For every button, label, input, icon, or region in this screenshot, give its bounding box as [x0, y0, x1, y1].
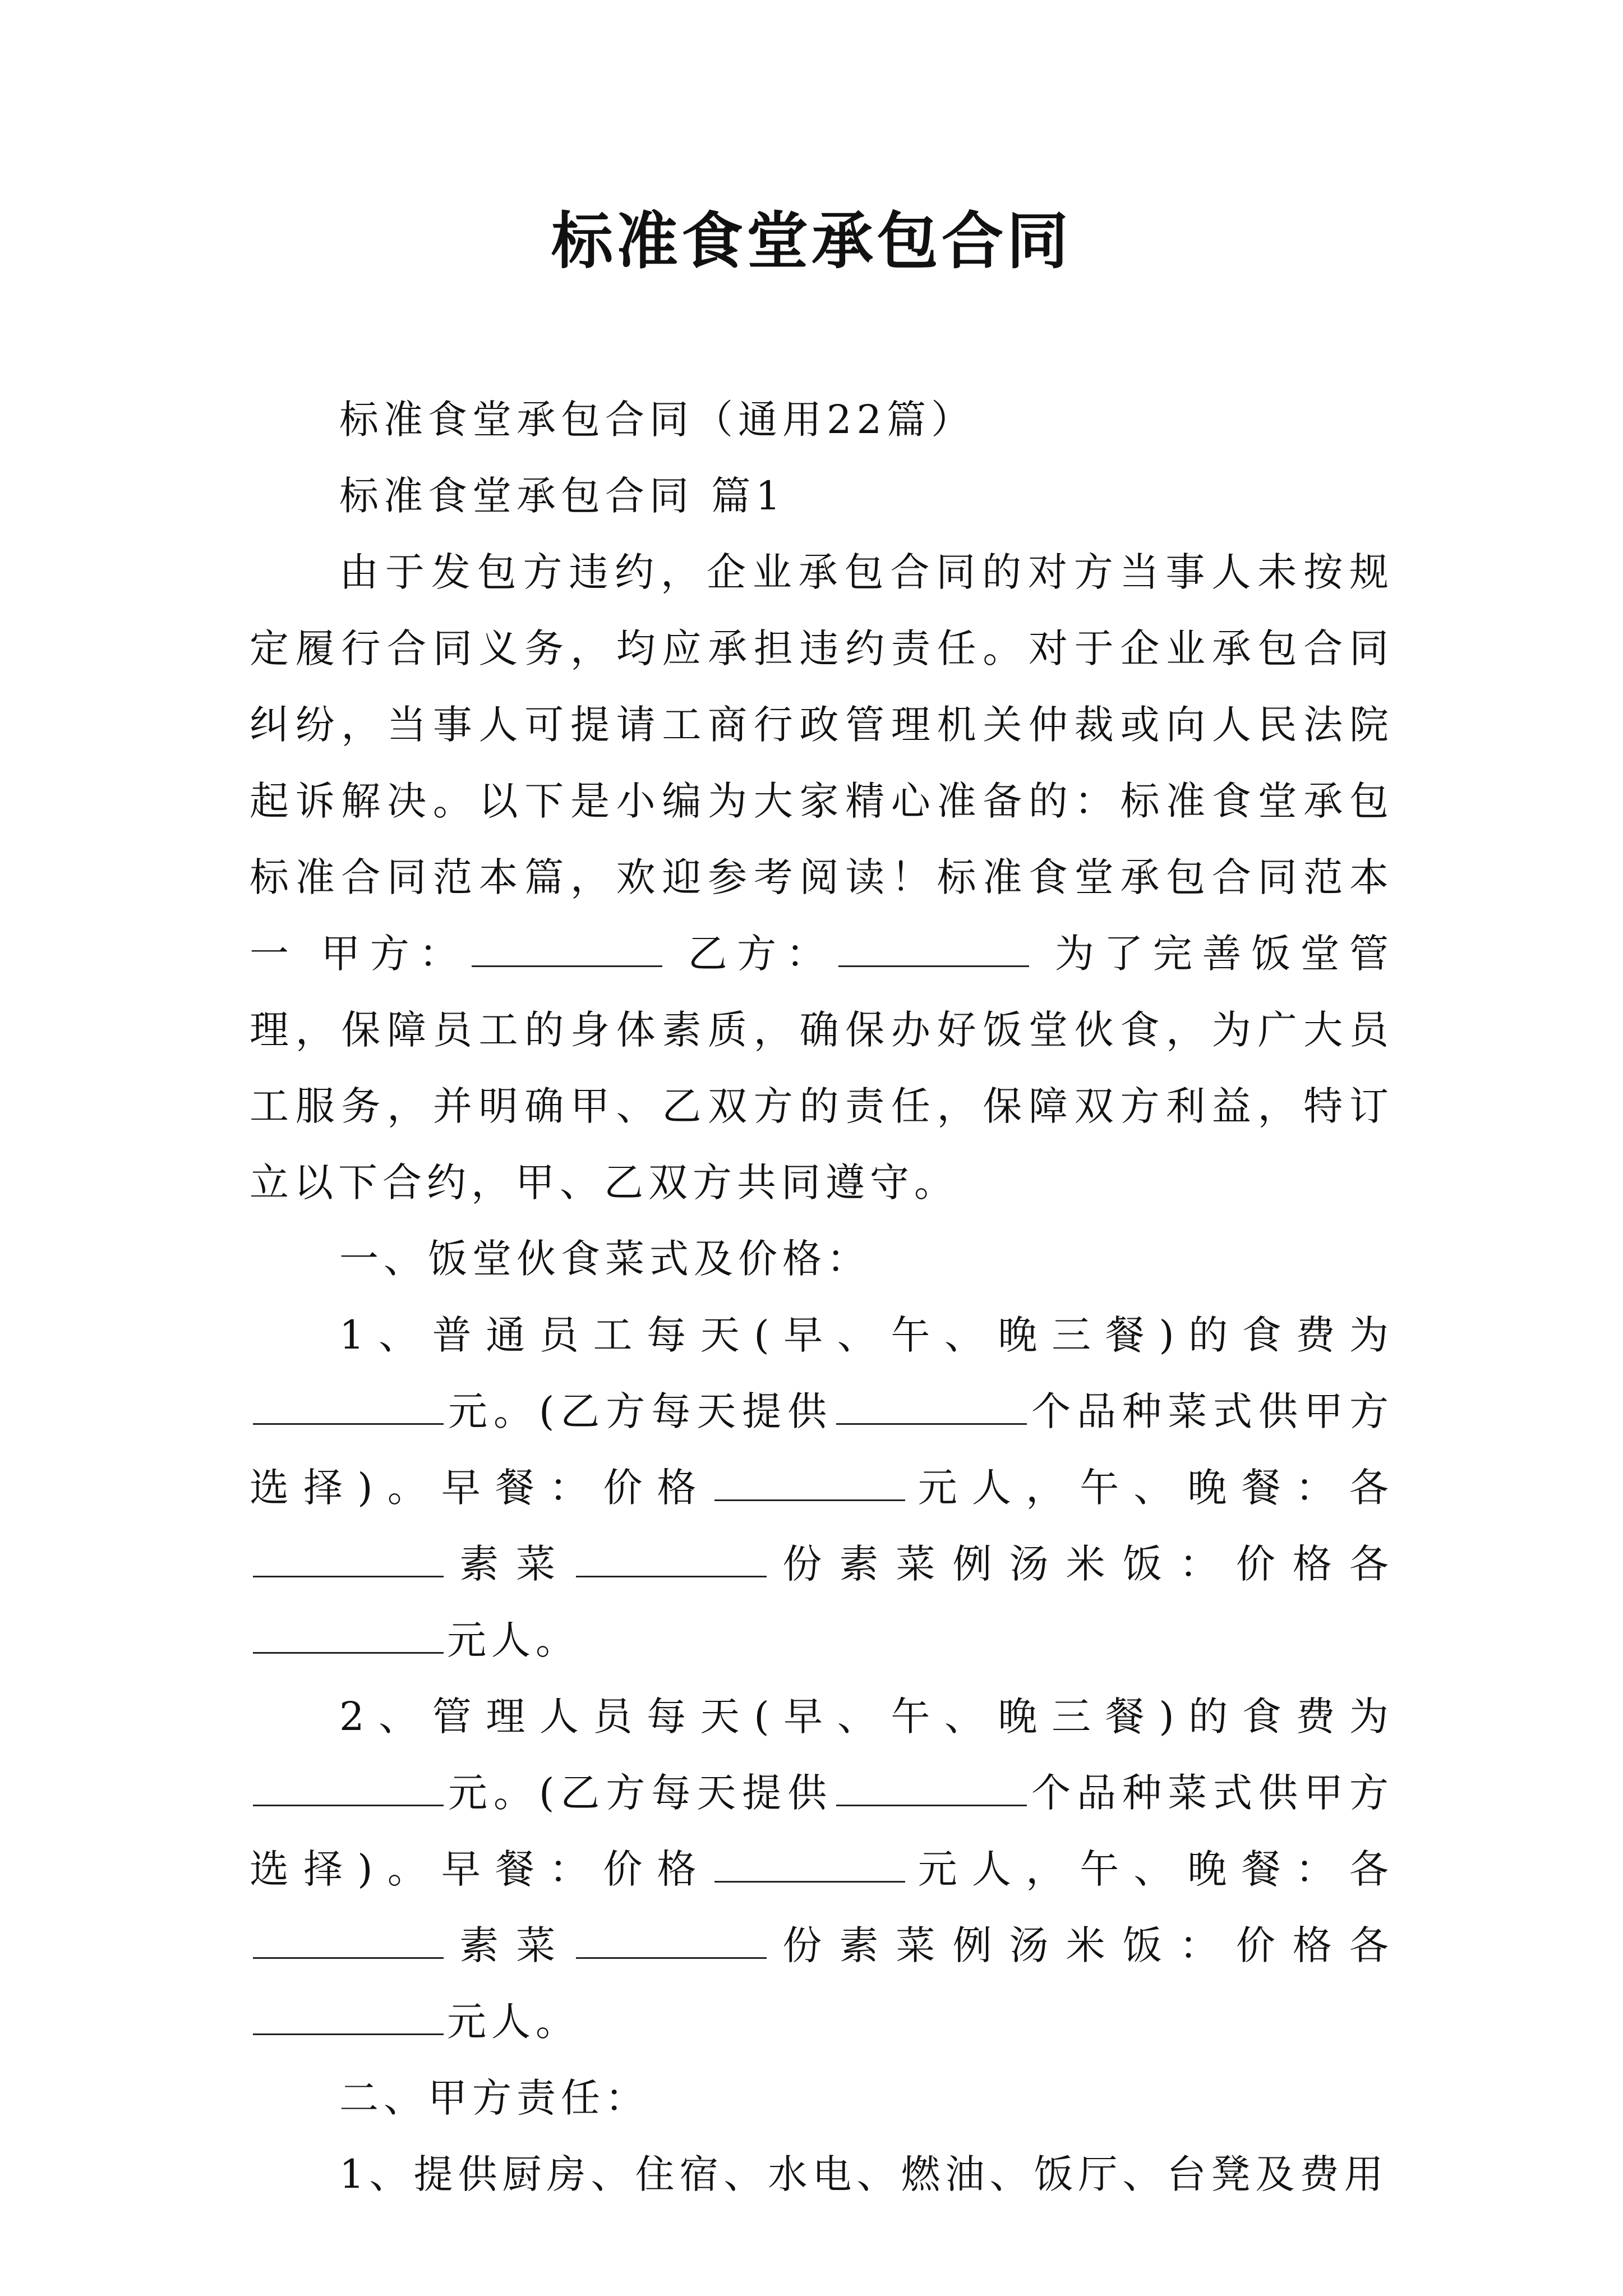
item-2-1: 1、提供厨房、住宿、水电、燃油、饭厅、台凳及费用 [339, 2151, 1389, 2197]
party-a-blank [472, 932, 662, 967]
document-title: 标准食堂承包合同 [551, 205, 1072, 277]
intro-paragraph [250, 534, 1394, 1221]
purpose-text: 为了完善饭堂管理，保障员工的身体素质，确保办好饭堂伙食，为广大员工服务，并明确甲、乙双方的责任，保障双方利益，特订立以下合约，甲、乙双方共同遵守。 [250, 931, 1394, 1205]
blank [253, 1618, 444, 1654]
blank [714, 1466, 905, 1501]
heading-2: 二、甲方责任： [339, 2075, 649, 2121]
section-heading: 标准食堂承包合同 篇1 [339, 473, 786, 519]
item-1-1 [250, 1297, 1394, 1678]
blank [253, 1771, 444, 1806]
blank [576, 1924, 767, 1959]
item-1-2-text-d: 元人，午、晚餐：各 [908, 1846, 1394, 1892]
blank [253, 1389, 444, 1425]
blank [836, 1771, 1027, 1806]
blank [576, 1542, 767, 1577]
item-1-2 [250, 1678, 1394, 2060]
item-1-1-text-f: 份素菜例汤米饭：价格各 [770, 1541, 1394, 1587]
item-1-2-text-c: 个品种菜式供甲方选择)。早餐：价格 [250, 1770, 1394, 1892]
subtitle: 标准食堂承包合同（通用22篇） [339, 397, 976, 443]
heading-1: 一、饭堂伙食菜式及价格： [339, 1236, 871, 1282]
item-1-1-text-e: 素菜 [447, 1541, 573, 1587]
item-1-1-text-b: 元。(乙方每天提供 [447, 1388, 833, 1434]
item-1-2-text-a: 2、管理人员每天(早、午、晚三餐)的食费为 [339, 1694, 1394, 1740]
item-1-2-text-b: 元。(乙方每天提供 [447, 1770, 833, 1816]
item-1-2-text-g: 元人。 [447, 1999, 580, 2045]
blank [253, 1924, 444, 1959]
blank [714, 1847, 905, 1883]
item-1-1-text-d: 元人，午、晚餐：各 [908, 1465, 1394, 1511]
item-1-2-text-f: 份素菜例汤米饭：价格各 [770, 1922, 1394, 1968]
party-b-label: 乙方： [688, 931, 836, 977]
blank [253, 1542, 444, 1577]
item-1-1-text-a: 1、普通员工每天(早、午、晚三餐)的食费为 [339, 1312, 1394, 1358]
party-b-blank [838, 932, 1029, 967]
item-1-1-text-g: 元人。 [447, 1617, 580, 1663]
document-body [250, 381, 1394, 2212]
item-1-2-text-e: 素菜 [447, 1922, 573, 1968]
item-1-1-text-c: 个品种菜式供甲方选择)。早餐：价格 [250, 1388, 1394, 1511]
blank [836, 1389, 1027, 1425]
intro-text: 由于发包方违约，企业承包合同的对方当事人未按规定履行合同义务，均应承担违约责任。对于企业承包合同纠纷，当事人可提请工商行政管理机关仲裁或向人民法院起诉解决。以下是小编为大家精心准备的：标准食堂承包标准合同范本篇，欢迎参考阅读！标准食堂承包合同范本一 甲方： [250, 549, 1394, 977]
blank [253, 2000, 444, 2035]
